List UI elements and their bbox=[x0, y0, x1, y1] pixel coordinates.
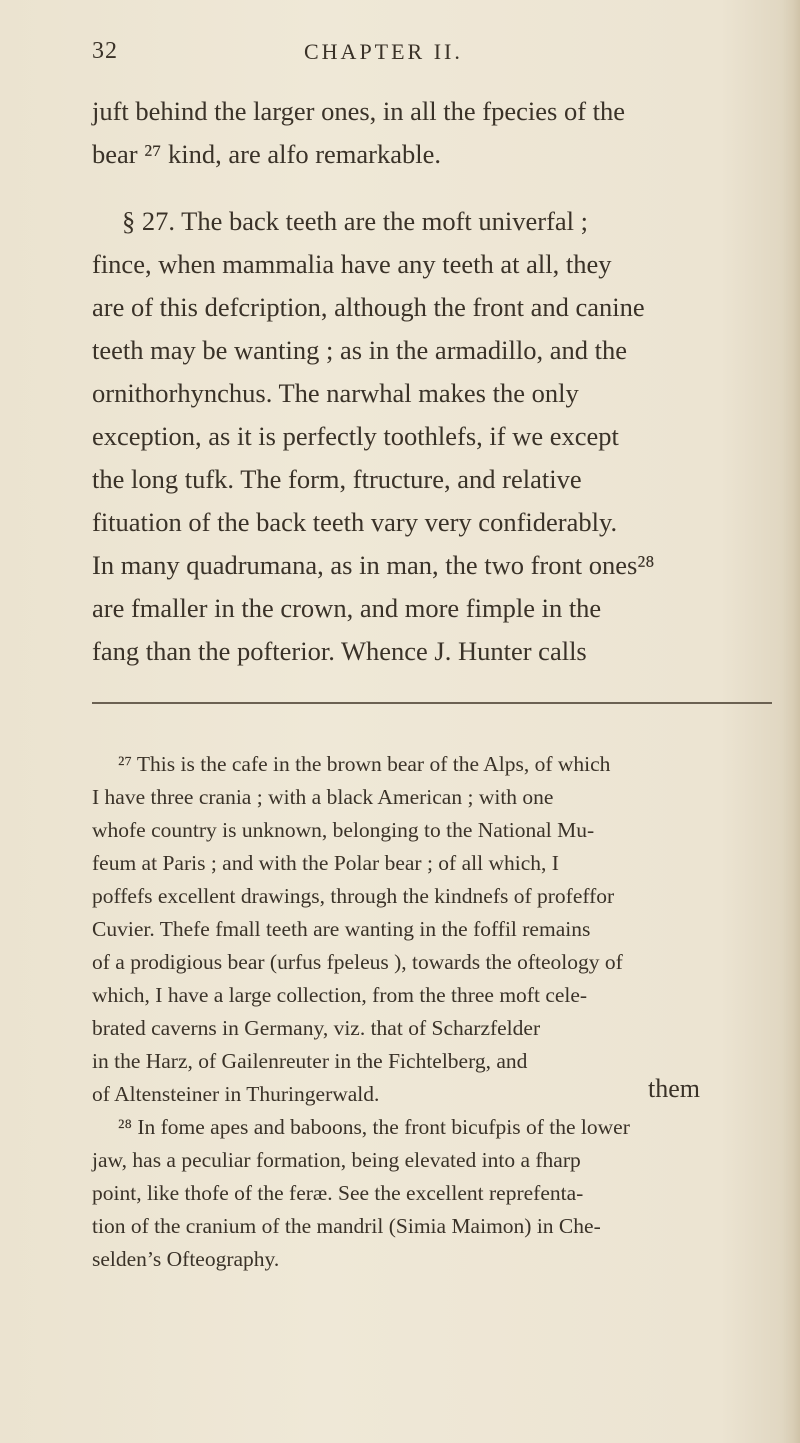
body-line: exception, as it is perfectly toothlefs, if we except bbox=[92, 421, 619, 451]
body-line: the long tufk. The form, ftructure, and relative bbox=[92, 464, 582, 494]
body-line: teeth may be wanting ; as in the armadillo, and the bbox=[92, 335, 627, 365]
body-line: are of this defcription, although the front and canine bbox=[92, 292, 645, 322]
footnote-line: I have three crania ; with a black American ; with one bbox=[92, 785, 554, 809]
footnote-line: ²⁷ This is the cafe in the brown bear of the Alps, of which bbox=[118, 752, 611, 776]
page-number: 32 bbox=[92, 38, 118, 64]
footnote-line: in the Harz, of Gailenreuter in the Fichtelberg, and bbox=[92, 1049, 528, 1073]
footnote-line: feum at Paris ; and with the Polar bear ; of all which, I bbox=[92, 851, 559, 875]
body-line: § 27. The back teeth are the moft univerfal ; bbox=[122, 206, 589, 236]
footnote-line: tion of the cranium of the mandril (Simia Maimon) in Che- bbox=[92, 1214, 601, 1238]
footnote-line: of a prodigious bear (urfus fpeleus ), towards the ofteology of bbox=[92, 950, 623, 974]
main-text bbox=[92, 90, 772, 673]
footnotes bbox=[92, 748, 772, 1276]
catchword: them bbox=[648, 1074, 700, 1103]
footnote-line: selden’s Ofteography. bbox=[92, 1247, 280, 1271]
footnote-line: poffefs excellent drawings, through the kindnefs of profeffor bbox=[92, 884, 615, 908]
footnote-line: which, I have a large collection, from the three moft cele- bbox=[92, 983, 588, 1007]
body-line: fang than the pofterior. Whence J. Hunter calls bbox=[92, 636, 587, 666]
footnote-line: jaw, has a peculiar formation, being elevated into a fharp bbox=[92, 1148, 581, 1172]
footnote-line: ²⁸ In fome apes and baboons, the front bicufpis of the lower bbox=[118, 1115, 630, 1139]
body-line: fituation of the back teeth vary very confiderably. bbox=[92, 507, 618, 537]
footnote-line: of Altensteiner in Thuringerwald. bbox=[92, 1082, 380, 1106]
page-edge-shadow bbox=[782, 0, 800, 1443]
footnote-line: whofe country is unknown, belonging to the National Mu- bbox=[92, 818, 595, 842]
body-line: bear ²⁷ kind, are alfo remarkable. bbox=[92, 139, 441, 169]
body-line: fince, when mammalia have any teeth at all, they bbox=[92, 249, 612, 279]
footnote-rule bbox=[92, 702, 772, 704]
body-line: juft behind the larger ones, in all the fpecies of the bbox=[92, 96, 626, 126]
page-header bbox=[92, 38, 732, 72]
footnote-line: point, like thofe of the feræ. See the excellent reprefenta- bbox=[92, 1181, 584, 1205]
body-line: are fmaller in the crown, and more fimple in the bbox=[92, 593, 602, 623]
footnote-line: brated caverns in Germany, viz. that of Scharzfelder bbox=[92, 1016, 541, 1040]
footnote-line: Cuvier. Thefe fmall teeth are wanting in the foffil remains bbox=[92, 917, 591, 941]
body-line: ornithorhynchus. The narwhal makes the only bbox=[92, 378, 579, 408]
body-line: In many quadrumana, as in man, the two front ones²⁸ bbox=[92, 550, 655, 580]
running-head: CHAPTER II. bbox=[304, 39, 463, 64]
